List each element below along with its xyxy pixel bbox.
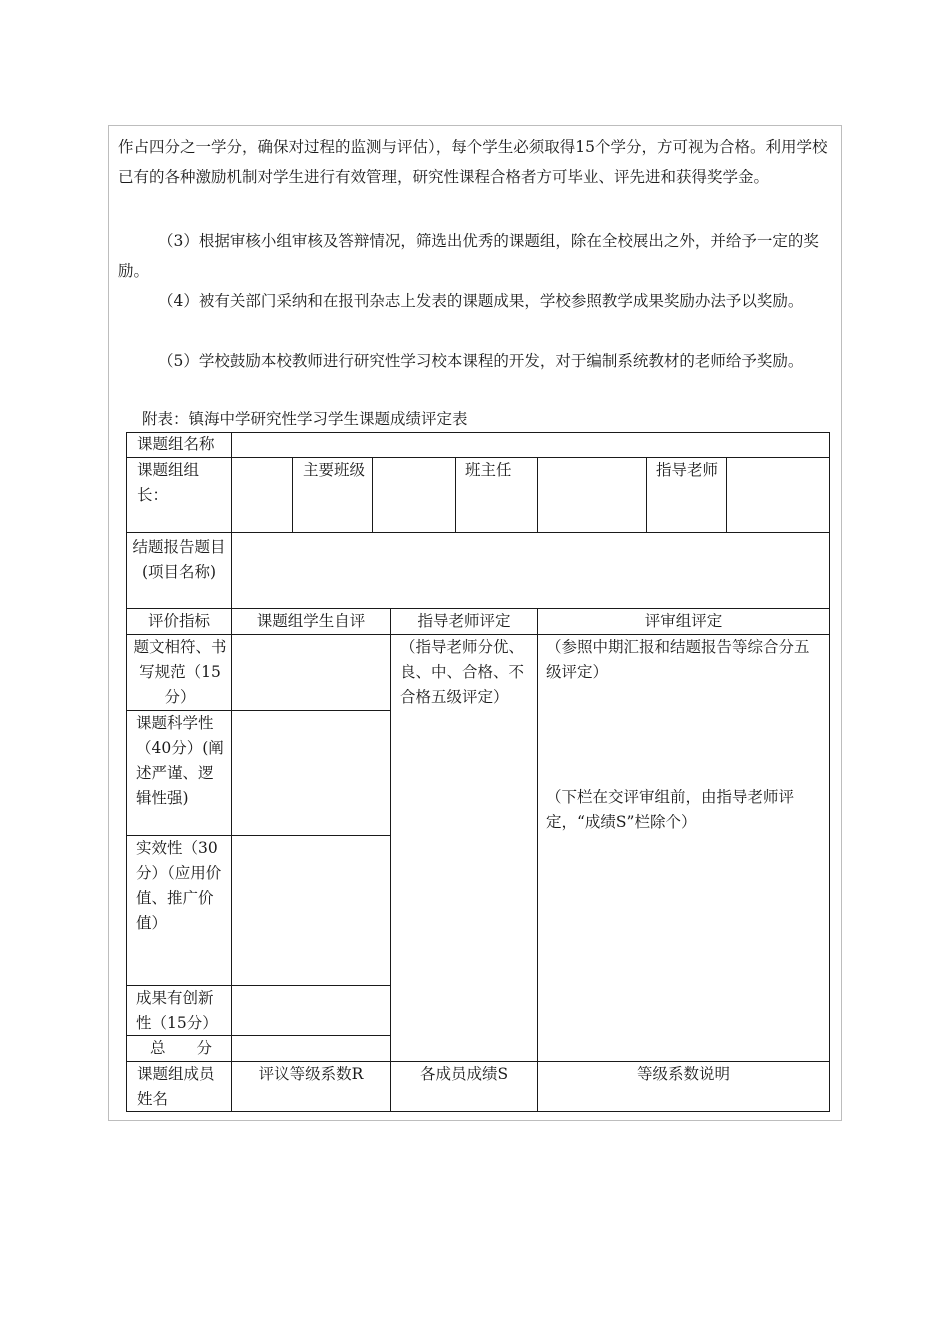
panel-note-1: （参照中期汇报和结题报告等综合分五级评定）: [546, 638, 810, 681]
col-advisor-eval-header: 指导老师评定: [417, 612, 511, 630]
group-name-label: 课题组名称: [137, 435, 215, 453]
col-panel-eval-header: 评审组评定: [644, 612, 723, 630]
paragraph-2: （3）根据审核小组审核及答辩情况，筛选出优秀的课题组，除在全校展出之外，并给予一定的奖励。: [118, 232, 819, 280]
paragraph-4: （5）学校鼓励本校教师进行研究性学习校本课程的开发，对于编制系统教材的老师给予奖励。: [158, 352, 804, 370]
panel-note-2: （下栏在交评审组前，由指导老师评定，“成绩S”栏除个）: [546, 788, 795, 831]
criterion-format: 题文相符、书写规范（15分）: [133, 638, 227, 706]
col-indicator-header: 评价指标: [147, 612, 210, 630]
advisor-label: 指导老师: [656, 461, 719, 479]
member-name-label: 课题组成员姓名: [137, 1065, 215, 1108]
table-caption: 附表：镇海中学研究性学习学生课题成绩评定表: [142, 410, 468, 428]
criterion-innovation: 成果有创新性（15分）: [136, 989, 218, 1032]
criterion-scientific: 课题科学性（40分）(阐述严谨、逻辑性强): [136, 714, 224, 807]
criterion-effectiveness: 实效性（30分）（应用价值、推广价值）: [136, 839, 222, 932]
report-title-label: 结题报告题目(项目名称): [132, 538, 226, 581]
paragraph-1: 作占四分之一学分，确保对过程的监测与评估），每个学生必须取得15个学分，方可视为合格。利用学校已有的各种激励机制对学生进行有效管理，研究性课程合格者方可毕业、评先进和获得奖学金。: [118, 138, 828, 186]
grade-coef-label: 评议等级系数R: [258, 1065, 364, 1083]
main-class-label: 主要班级: [303, 461, 366, 479]
advisor-note: （指导老师分优、良、中、合格、不合格五级评定）: [400, 638, 525, 706]
col-self-eval-header: 课题组学生自评: [256, 612, 366, 630]
member-score-label: 各成员成绩S: [419, 1065, 509, 1083]
paragraph-3: （4）被有关部门采纳和在报刊杂志上发表的课题成果，学校参照教学成果奖励办法予以奖励。: [158, 292, 804, 310]
head-teacher-label: 班主任: [465, 461, 512, 479]
coef-desc-label: 等级系数说明: [636, 1065, 730, 1083]
leader-label: 课题组组长：: [137, 461, 200, 504]
total-label: 总 分: [150, 1039, 213, 1057]
